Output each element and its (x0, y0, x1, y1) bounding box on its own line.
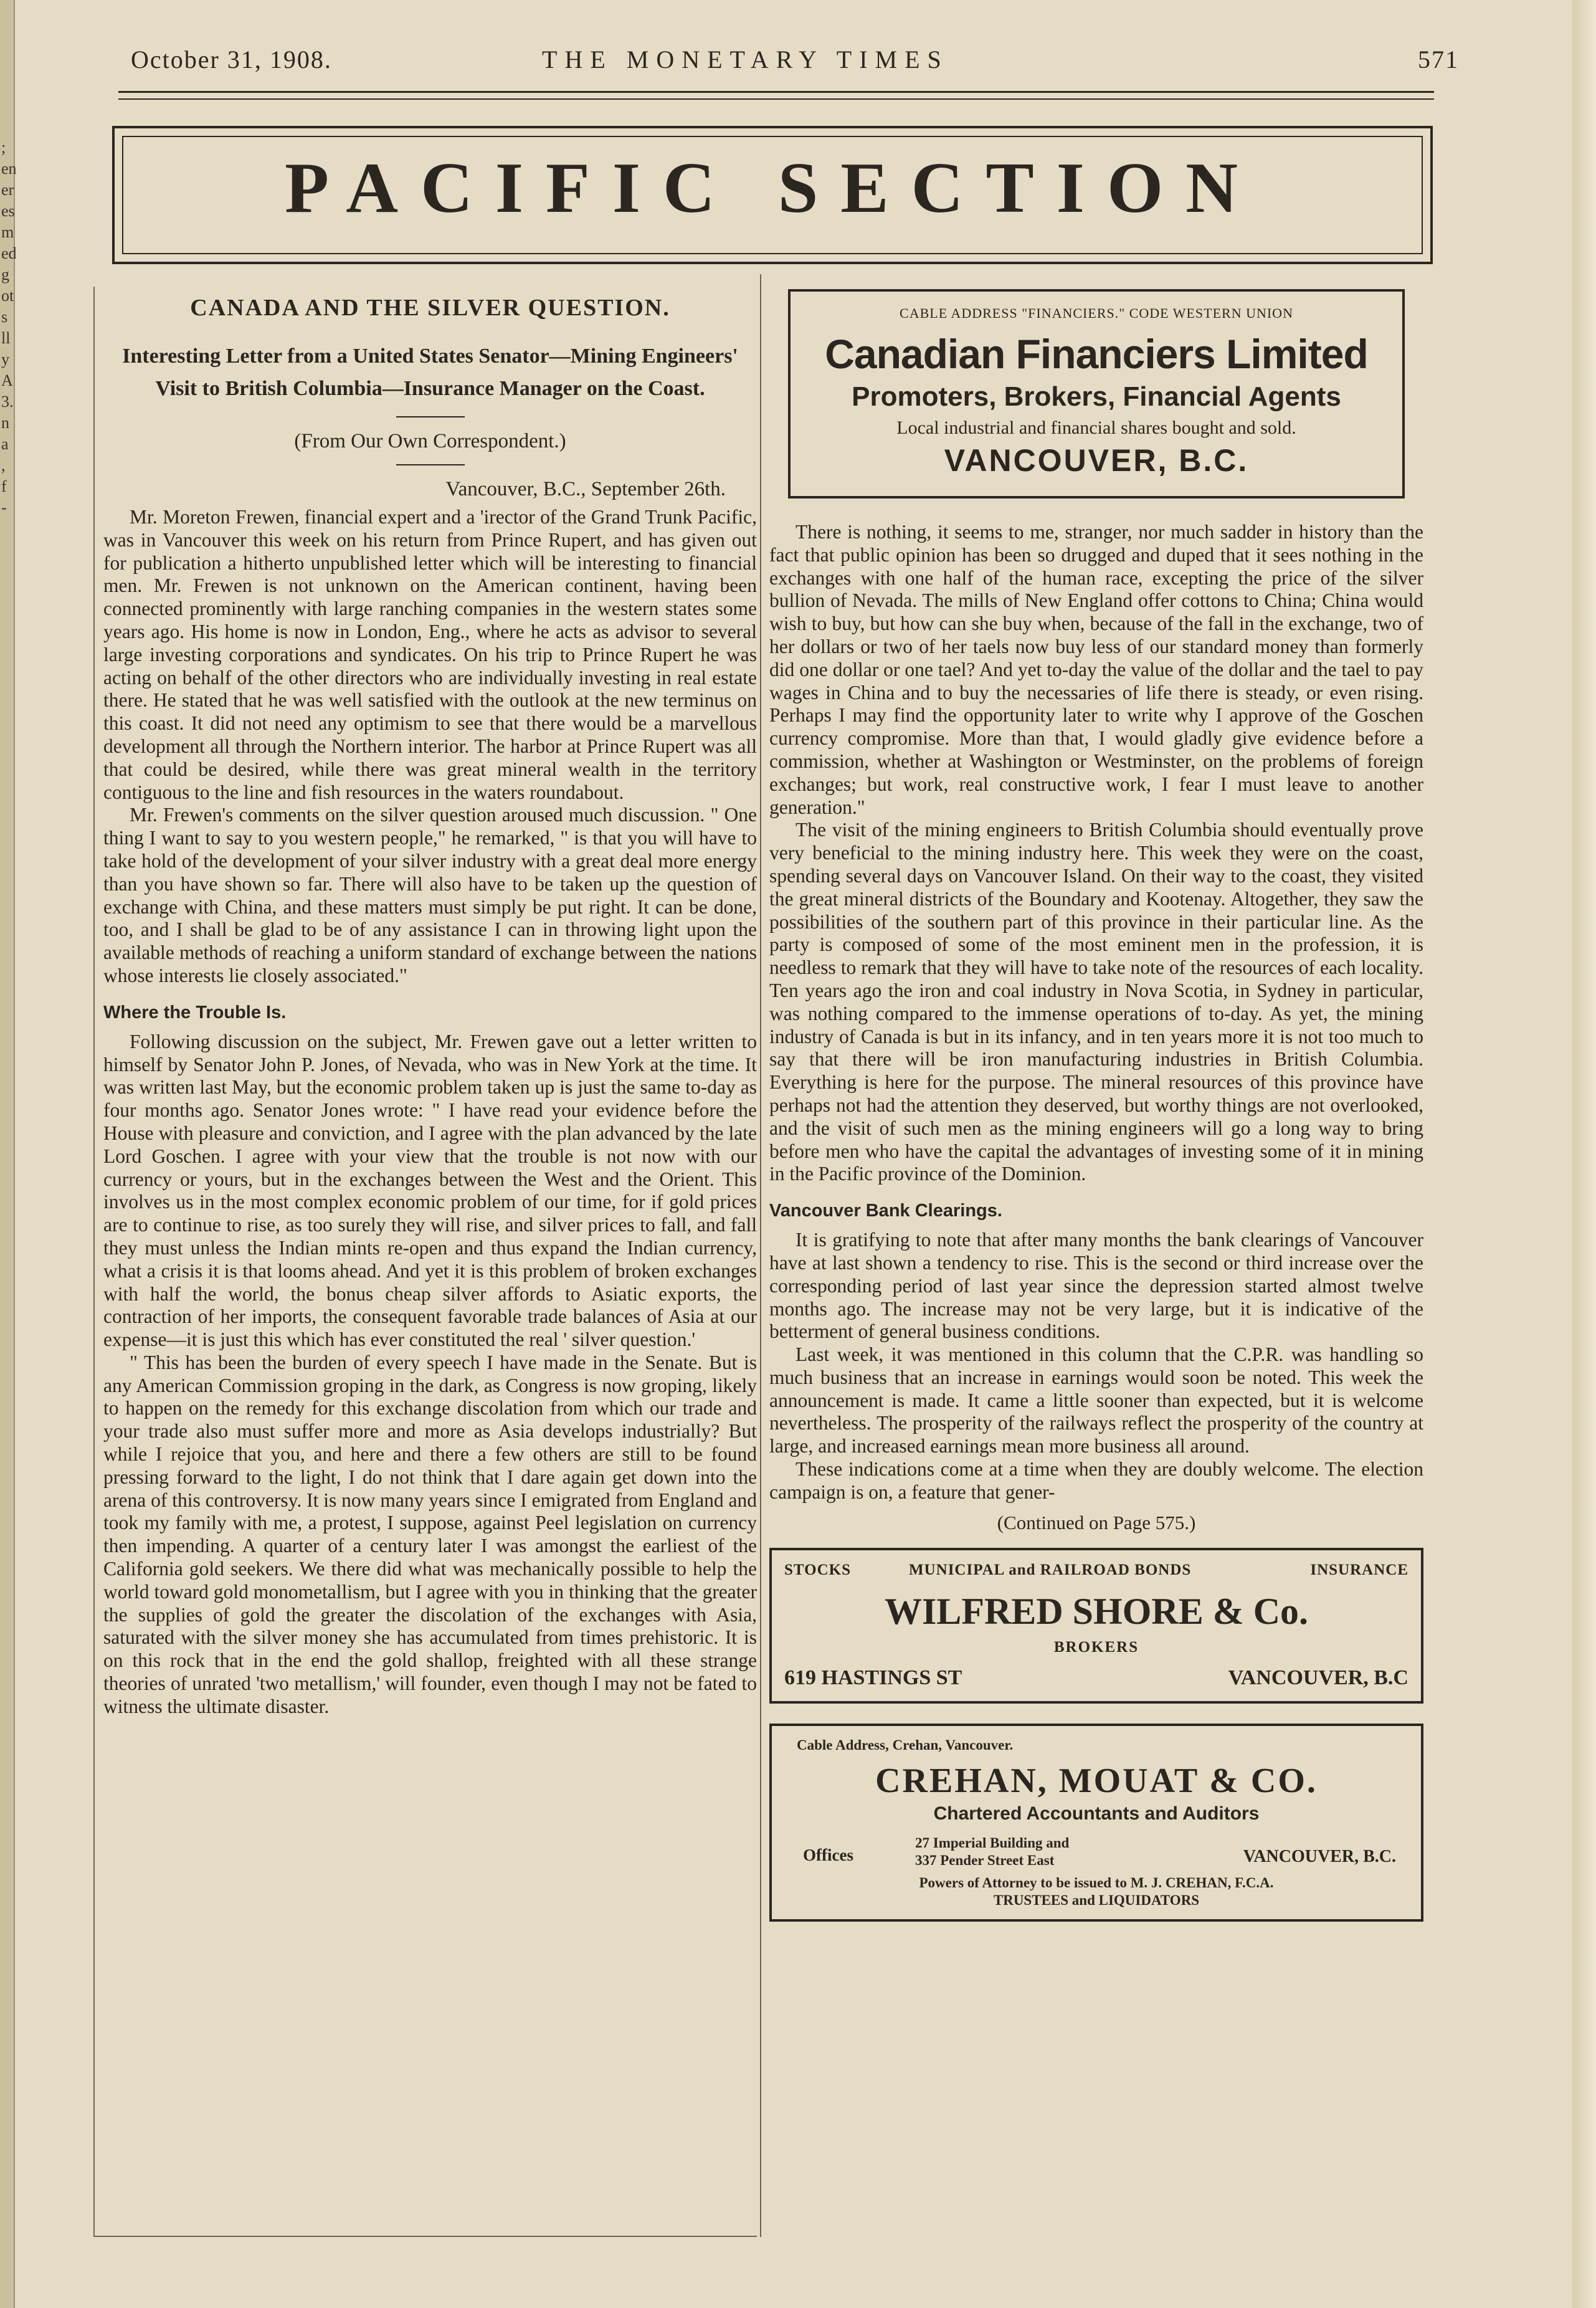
page-edge (1572, 0, 1596, 2308)
ad-office-addresses (915, 1834, 1069, 1869)
paragraph: These indications come at a time when they are doubly welcome. The election campaign is on, a feature that gener- (769, 1458, 1423, 1503)
margin-fragment: - (1, 498, 7, 517)
margin-fragment: g (1, 265, 9, 284)
margin-fragment: n (1, 414, 9, 432)
section-title: PACIFIC SECTION (285, 148, 1260, 228)
ad-office-line: 27 Imperial Building and (915, 1834, 1070, 1851)
advertisement-canadian-financiers (788, 289, 1405, 498)
paragraph: It is gratifying to note that after many months the bank clearings of Vancouver have at last shown a tendency to rise. This is the second or third increase over the corresponding period of last year since the depression started almost twelve months ago. The increase may not be very large, but it is indicative of the betterment of general business conditions. (769, 1229, 1423, 1343)
ad-company-city: VANCOUVER, B.C. (1243, 1846, 1396, 1866)
header-rule-thin (118, 98, 1434, 100)
ad-cable-address: Cable Address, Crehan, Vancouver. (797, 1737, 1014, 1753)
article-title: CANADA AND THE SILVER QUESTION. (190, 295, 670, 321)
ad-service-insurance: INSURANCE (1310, 1561, 1408, 1578)
ad-office-line: 337 Pender Street East (915, 1852, 1055, 1868)
article-deck: Interesting Letter from a United States Senator—Mining Engineers' Visit to British Columbia—Insurance Manager on the Coast. (122, 345, 738, 400)
column-rule (760, 274, 761, 2237)
ad-service-stocks: STOCKS (784, 1561, 851, 1578)
advertisement-crehan-mouat (769, 1724, 1423, 1922)
ad-company-city: VANCOUVER, B.C (1228, 1666, 1408, 1689)
paragraph: Mr. Moreton Frewen, financial expert and a 'irector of the Grand Trunk Pacific, was in Vancouver this week on his return from Prince Rupert, and has given out for publication a hitherto unpublished letter which will be interesting to financial men. Mr. Frewen is not unknown on the American continent, having been connected prominently with large ranching companies in the western states some years ago. His home is now in London, Eng., where he acts as advisor to several large investing corporations and syndicates. On his trip to Prince Rupert he was acting on behalf of the other directors who are individually investing in real estate there. He stated that he was well satisfied with the outlook at the new terminus on this coast. It did not need any optimism to see that there would be a marvellous development all through the Northern interior. The harbor at Prince Rupert was all that could be desired, while there was great mineral wealth in the territory contiguous to the line and fish resources in the waters roundabout. (103, 506, 757, 803)
ad-powers-line: Powers of Attorney to be issued to M. J. CREHAN, F.C.A. (919, 1874, 1274, 1891)
adjacent-page-fragments (1, 137, 17, 518)
ad-company-city: VANCOUVER, B.C. (944, 443, 1249, 478)
advertisement-wilfred-shore (769, 1548, 1423, 1704)
article-dateline: Vancouver, B.C., September 26th. (445, 478, 726, 500)
paragraph: Following discussion on the subject, Mr. Frewen gave out a letter written to himself by Senator John P. Jones, of Nevada, who was in New York at the time. It was written last May, but the economic problem taken up is just the same to-day as four months ago. Senator Jones wrote: " I have read your evidence before the House with pleasure and conviction, and I agree with the plan advanced by the late Lord Goschen. I agree with your view that the trouble is not now with our currency or yours, but in the exchanges between the West and the Orient. This involves us in the most complex economic problem of our time, for if gold prices are to continue to rise, as too surely they will rise, and silver prices to fall, and fall they must unless the Indian mints re-open and thus expand the Indian currency, what a crisis it is that looms ahead. And yet it is this problem of broken exchanges with half the world, the bonus cheap silver affords to Asiatic exports, the contraction of her imports, the consequent favorable trade balances of Asia at our expense—it is just this which has ever constituted the real ' silver question.' (103, 1030, 757, 1351)
section-banner (112, 126, 1433, 264)
margin-fragment: en (1, 160, 17, 178)
margin-fragment: ; (1, 138, 6, 156)
paragraph: Last week, it was mentioned in this column that the C.P.R. was handling so much business that an increase in earnings would soon be noted. This week the announcement is made. It came a little sooner than expected, but it is welcome nevertheless. The prosperity of the railways reflect the prosperity of the country at large, and increased earnings mean more business all around. (769, 1343, 1423, 1457)
byline-rule (396, 464, 465, 465)
ad-company-role: BROKERS (1053, 1638, 1139, 1656)
ad-powers-block (772, 1874, 1421, 1909)
margin-fragment: s (1, 308, 8, 326)
margin-fragment: ed (1, 244, 17, 262)
adjacent-page-strip (0, 0, 15, 2308)
paragraph: The visit of the mining engineers to British Columbia should eventually prove very beneficial to the mining industry here. This week they were on the coast, spending several days on Vancouver Island. On their way to the coast, they visited the great mineral districts of the Boundary and Kootenay. Altogether, they saw the possibilities of the southern part of this province in their particular line. As the party is composed of some of the most eminent men in the profession, it is needless to remark that they will have to take note of the resources of each locality. Ten years ago the iron and coal industry in Nova Scotia, in Sydney in particular, was nothing compared to the immense operations of to-day. As yet, the mining industry of Canada is but in its infancy, and in ten years more it is not too much to say that there will be iron manufacturing industries in British Columbia. Everything is here for the purpose. The mineral resources of this province have perhaps not had the attention they deserved, but worthy things are not overlooked, and the visit of such men as the mining engineers will go a long way to bring before men who have the capital the advantages of investing some of it in mining in the Pacific province of the Dominion. (769, 819, 1423, 1185)
continued-note: (Continued on Page 575.) (997, 1511, 1196, 1533)
ad-company-name: CREHAN, MOUAT & CO. (875, 1761, 1318, 1800)
ad-company-name: WILFRED SHORE & Co. (884, 1590, 1309, 1632)
deck-rule (396, 416, 465, 417)
ad-company-name: Canadian Financiers Limited (825, 331, 1368, 377)
ad-company-address: 619 HASTINGS ST (784, 1666, 962, 1689)
ad-company-role: Promoters, Brokers, Financial Agents (852, 381, 1341, 412)
margin-fragment: , (1, 456, 6, 474)
ad-company-line: Local industrial and financial shares bought and sold. (896, 417, 1296, 438)
paragraph: " This has been the burden of every speech I have made in the Senate. But is any American Commission groping in the dark, as Congress is now groping, likely to happen on the remedy for this exchange discolation from which our trade and your trade also must suffer more and more as Asia develops industrially? But while I rejoice that you, and here and there a few others are still to be found pressing forward to the light, I do not think that I dare again get down into the arena of this controversy. It is now many years since I emigrated from England and took my family with me, a protest, I suppose, against Peel legislation on currency then impending. A quarter of a century later I was amongst the earliest of the California gold seekers. We there did what was mechanically possible to help the world toward gold monometallism, but I agree with you in thinking that the greater the supplies of gold the greater the discolation of the exchanges with Asia, saturated with the silver money she has accumulated from times prehistoric. It is on this rock that in the end the gold shallop, freighted with all these strange theories of unrated 'two metallism,' will founder, even though I may not be fated to witness the ultimate disaster. (103, 1351, 757, 1717)
header-date: October 31, 1908. (131, 45, 332, 74)
ad-cable-address: CABLE ADDRESS "FINANCIERS." CODE WESTERN UNION (900, 305, 1293, 321)
margin-fragment: y (1, 350, 9, 368)
subhead: Vancouver Bank Clearings. (769, 1201, 1002, 1221)
margin-fragment: er (1, 181, 14, 199)
margin-fragment: m (1, 223, 14, 241)
margin-fragment: f (1, 477, 7, 495)
margin-fragment: a (1, 435, 9, 453)
masthead: THE MONETARY TIMES (542, 45, 949, 74)
right-column (769, 287, 1423, 2237)
margin-fragment: es (1, 202, 15, 220)
header-rule (118, 91, 1434, 93)
page-number: 571 (1418, 45, 1459, 74)
running-header (131, 45, 1459, 82)
margin-fragment: 3. (1, 393, 14, 411)
paragraph: Mr. Frewen's comments on the silver question aroused much discussion. " One thing I want to say to you western people," he remarked, " is that you will have to take hold of the development of your silver industry with a great deal more energy than you have shown so far. There will also have to be taken up the question of exchange with China, and these matters must simply be put right. It can be done, too, and I shall be glad to be of any assistance I can in throwing light upon the available methods of reaching a uniform standard of exchange between the nations whose interests lie closely associated." (103, 804, 757, 986)
ad-service-bonds: MUNICIPAL and RAILROAD BONDS (909, 1561, 1192, 1578)
margin-fragment: A (1, 371, 13, 389)
left-column (93, 287, 757, 2237)
article-byline: (From Our Own Correspondent.) (294, 430, 566, 452)
ad-offices-label: Offices (803, 1845, 853, 1864)
subhead: Where the Trouble Is. (103, 1002, 287, 1023)
paragraph: There is nothing, it seems to me, stranger, nor much sadder in history than the fact that public opinion has been so drugged and duped that it sees nothing in the exchanges with one half of the human race, excepting the price of the silver bullion of Nevada. The mills of New England offer cottons to China; China would wish to buy, but how can she buy when, because of the fall in the exchange, two of her dollars or two of her taels now buy less of our standard money than formerly did one dollar or one tael? And yet to-day the value of the dollar and the tael to pay wages in China and to buy the necessaries of life there is steady, or even rising. Perhaps I may find the opportunity later to write why I approve of the Goschen currency compromise. More than that, I would gladly give evidence before a commission, whether at Washington or Westminster, on the problems of foreign exchanges; but work, real constructive work, I fear I must leave to another generation." (769, 521, 1423, 818)
ad-trustees-line: TRUSTEES and LIQUIDATORS (993, 1892, 1200, 1908)
margin-fragment: ot (1, 287, 14, 305)
ad-company-role: Chartered Accountants and Auditors (933, 1803, 1260, 1824)
margin-fragment: ll (1, 329, 11, 347)
